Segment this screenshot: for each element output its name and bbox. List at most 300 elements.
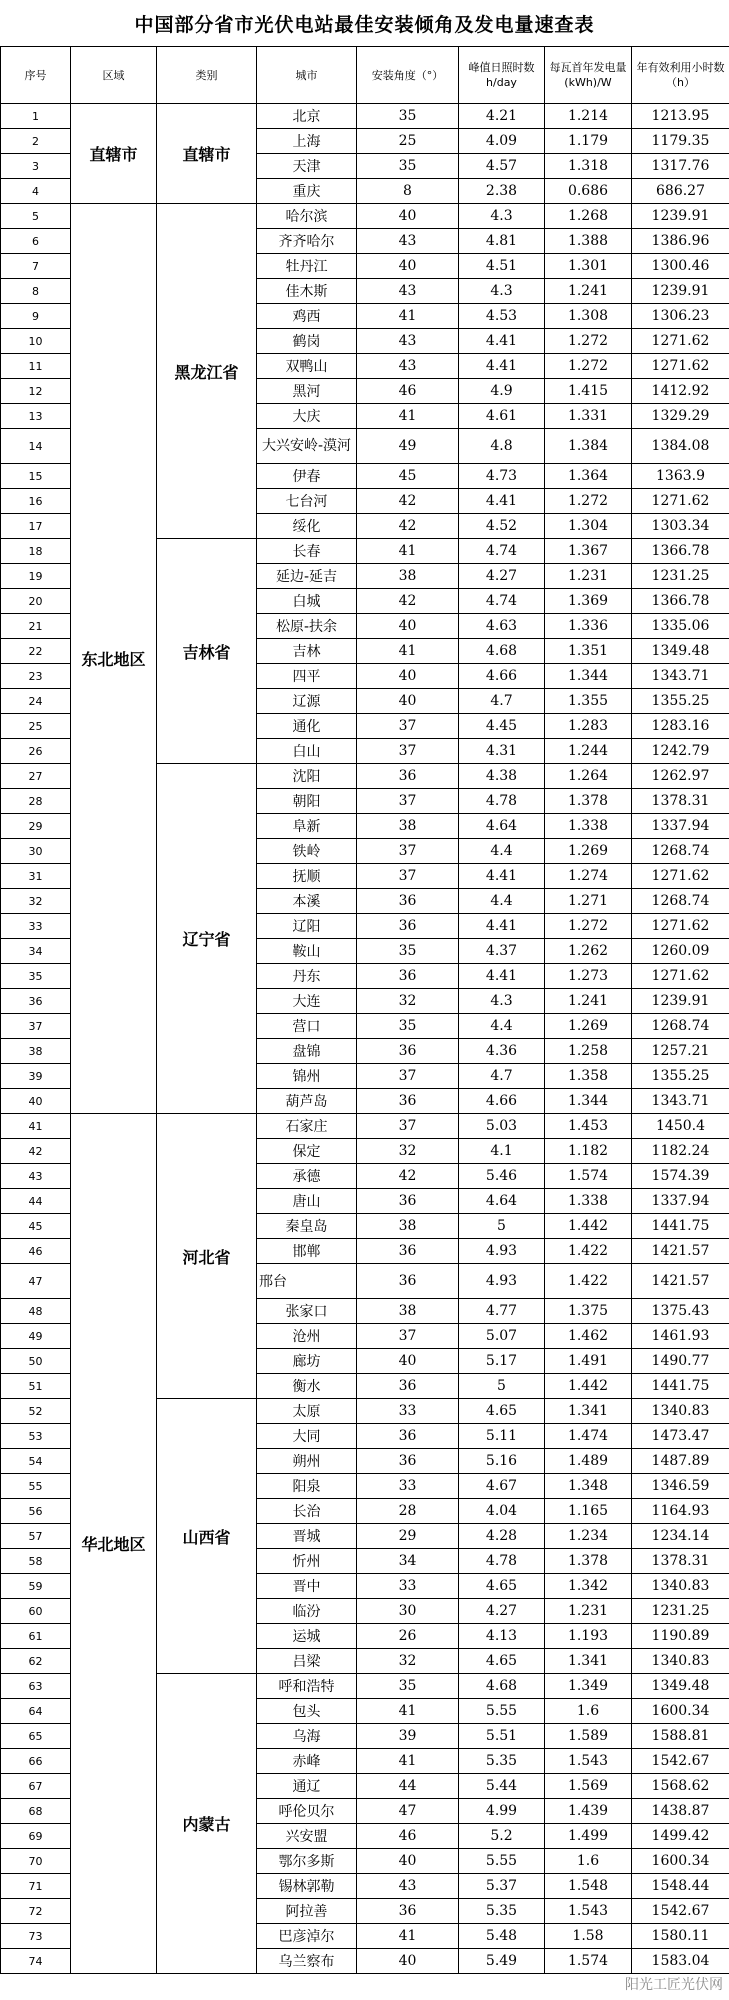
city-cell: 保定: [257, 1139, 357, 1164]
city-cell: 丹东: [257, 964, 357, 989]
city-cell: 抚顺: [257, 864, 357, 889]
kwh-per-watt-cell: 1.262: [545, 939, 632, 964]
kwh-per-watt-cell: 1.364: [545, 464, 632, 489]
table-row: [1, 1114, 729, 1139]
annual-hours-cell: 1262.97: [632, 764, 729, 789]
angle-cell: 40: [357, 689, 459, 714]
angle-cell: 36: [357, 1424, 459, 1449]
city-cell: 阳泉: [257, 1474, 357, 1499]
annual-hours-cell: 1378.31: [632, 789, 729, 814]
header-region: 区域: [71, 47, 157, 104]
kwh-per-watt-cell: 1.301: [545, 254, 632, 279]
angle-cell: 25: [357, 129, 459, 154]
peak-hours-cell: 4.64: [459, 1189, 545, 1214]
row-number: 29: [1, 814, 71, 839]
peak-hours-cell: 4.93: [459, 1264, 545, 1299]
row-number: 60: [1, 1599, 71, 1624]
angle-cell: 41: [357, 1924, 459, 1949]
annual-hours-cell: 1300.46: [632, 254, 729, 279]
kwh-per-watt-cell: 1.268: [545, 204, 632, 229]
angle-cell: 37: [357, 714, 459, 739]
kwh-per-watt-cell: 1.589: [545, 1724, 632, 1749]
annual-hours-cell: 1386.96: [632, 229, 729, 254]
angle-cell: 41: [357, 1749, 459, 1774]
peak-hours-cell: 5.51: [459, 1724, 545, 1749]
annual-hours-cell: 1375.43: [632, 1299, 729, 1324]
city-cell: 大兴安岭-漠河: [257, 429, 357, 464]
row-number: 15: [1, 464, 71, 489]
peak-hours-cell: 2.38: [459, 179, 545, 204]
city-cell: 沈阳: [257, 764, 357, 789]
kwh-per-watt-cell: 1.499: [545, 1824, 632, 1849]
city-cell: 鸡西: [257, 304, 357, 329]
annual-hours-cell: 1234.14: [632, 1524, 729, 1549]
kwh-per-watt-cell: 1.569: [545, 1774, 632, 1799]
row-number: 51: [1, 1374, 71, 1399]
annual-hours-cell: 1164.93: [632, 1499, 729, 1524]
angle-cell: 30: [357, 1599, 459, 1624]
kwh-per-watt-cell: 1.574: [545, 1949, 632, 1974]
annual-hours-cell: 1268.74: [632, 889, 729, 914]
row-number: 2: [1, 129, 71, 154]
annual-hours-cell: 1303.34: [632, 514, 729, 539]
angle-cell: 38: [357, 564, 459, 589]
peak-hours-cell: 4.57: [459, 154, 545, 179]
row-number: 63: [1, 1674, 71, 1699]
angle-cell: 40: [357, 254, 459, 279]
kwh-per-watt-cell: 1.548: [545, 1874, 632, 1899]
city-cell: 营口: [257, 1014, 357, 1039]
angle-cell: 33: [357, 1399, 459, 1424]
peak-hours-cell: 4.1: [459, 1139, 545, 1164]
city-cell: 乌海: [257, 1724, 357, 1749]
city-cell: 运城: [257, 1624, 357, 1649]
kwh-per-watt-cell: 1.491: [545, 1349, 632, 1374]
row-number: 1: [1, 104, 71, 129]
row-number: 58: [1, 1549, 71, 1574]
kwh-per-watt-cell: 1.462: [545, 1324, 632, 1349]
row-number: 12: [1, 379, 71, 404]
row-number: 26: [1, 739, 71, 764]
city-cell: 朝阳: [257, 789, 357, 814]
city-cell: 齐齐哈尔: [257, 229, 357, 254]
annual-hours-cell: 1441.75: [632, 1214, 729, 1239]
row-number: 52: [1, 1399, 71, 1424]
angle-cell: 40: [357, 1949, 459, 1974]
row-number: 68: [1, 1799, 71, 1824]
peak-hours-cell: 4.66: [459, 1089, 545, 1114]
kwh-per-watt-cell: 1.348: [545, 1474, 632, 1499]
annual-hours-cell: 1271.62: [632, 354, 729, 379]
annual-hours-cell: 1548.44: [632, 1874, 729, 1899]
kwh-per-watt-cell: 1.308: [545, 304, 632, 329]
peak-hours-cell: 4.65: [459, 1574, 545, 1599]
annual-hours-cell: 1412.92: [632, 379, 729, 404]
annual-hours-cell: 1271.62: [632, 329, 729, 354]
angle-cell: 33: [357, 1574, 459, 1599]
kwh-per-watt-cell: 1.369: [545, 589, 632, 614]
city-cell: 通辽: [257, 1774, 357, 1799]
annual-hours-cell: 1343.71: [632, 1089, 729, 1114]
angle-cell: 46: [357, 379, 459, 404]
kwh-per-watt-cell: 1.543: [545, 1899, 632, 1924]
annual-hours-cell: 1231.25: [632, 564, 729, 589]
annual-hours-cell: 1487.89: [632, 1449, 729, 1474]
peak-hours-cell: 4.68: [459, 639, 545, 664]
row-number: 73: [1, 1924, 71, 1949]
row-number: 28: [1, 789, 71, 814]
peak-hours-cell: 4.7: [459, 689, 545, 714]
peak-hours-cell: 4.99: [459, 1799, 545, 1824]
kwh-per-watt-cell: 1.543: [545, 1749, 632, 1774]
city-cell: 佳木斯: [257, 279, 357, 304]
peak-hours-cell: 4.7: [459, 1064, 545, 1089]
city-cell: 本溪: [257, 889, 357, 914]
kwh-per-watt-cell: 1.331: [545, 404, 632, 429]
category-cell: 山西省: [157, 1399, 257, 1674]
peak-hours-cell: 4.09: [459, 129, 545, 154]
peak-hours-cell: 4.04: [459, 1499, 545, 1524]
angle-cell: 40: [357, 1349, 459, 1374]
peak-hours-cell: 5.55: [459, 1849, 545, 1874]
kwh-per-watt-cell: 1.341: [545, 1649, 632, 1674]
row-number: 16: [1, 489, 71, 514]
city-cell: 张家口: [257, 1299, 357, 1324]
kwh-per-watt-cell: 1.231: [545, 564, 632, 589]
header-peak-hours: 峰值日照时数h/day: [459, 47, 545, 104]
annual-hours-cell: 1438.87: [632, 1799, 729, 1824]
row-number: 33: [1, 914, 71, 939]
row-number: 31: [1, 864, 71, 889]
header-annual-hours: 年有效利用小时数（h）: [632, 47, 729, 104]
header-city: 城市: [257, 47, 357, 104]
row-number: 54: [1, 1449, 71, 1474]
city-cell: 黑河: [257, 379, 357, 404]
peak-hours-cell: 5.35: [459, 1749, 545, 1774]
kwh-per-watt-cell: 1.272: [545, 354, 632, 379]
city-cell: 绥化: [257, 514, 357, 539]
row-number: 47: [1, 1264, 71, 1299]
angle-cell: 41: [357, 304, 459, 329]
kwh-per-watt-cell: 1.338: [545, 814, 632, 839]
peak-hours-cell: 4.4: [459, 839, 545, 864]
city-cell: 朔州: [257, 1449, 357, 1474]
kwh-per-watt-cell: 1.6: [545, 1699, 632, 1724]
city-cell: 锦州: [257, 1064, 357, 1089]
annual-hours-cell: 1343.71: [632, 664, 729, 689]
kwh-per-watt-cell: 1.244: [545, 739, 632, 764]
region-cell: 华北地区: [71, 1114, 157, 1974]
kwh-per-watt-cell: 1.351: [545, 639, 632, 664]
row-number: 13: [1, 404, 71, 429]
city-cell: 伊春: [257, 464, 357, 489]
city-cell: 大同: [257, 1424, 357, 1449]
peak-hours-cell: 4.41: [459, 489, 545, 514]
angle-cell: 36: [357, 964, 459, 989]
row-number: 50: [1, 1349, 71, 1374]
angle-cell: 40: [357, 204, 459, 229]
angle-cell: 42: [357, 1164, 459, 1189]
annual-hours-cell: 1337.94: [632, 1189, 729, 1214]
peak-hours-cell: 5.17: [459, 1349, 545, 1374]
city-cell: 鄂尔多斯: [257, 1849, 357, 1874]
row-number: 48: [1, 1299, 71, 1324]
row-number: 45: [1, 1214, 71, 1239]
row-number: 22: [1, 639, 71, 664]
city-cell: 忻州: [257, 1549, 357, 1574]
city-cell: 七台河: [257, 489, 357, 514]
city-cell: 乌兰察布: [257, 1949, 357, 1974]
annual-hours-cell: 1260.09: [632, 939, 729, 964]
peak-hours-cell: 4.9: [459, 379, 545, 404]
kwh-per-watt-cell: 1.375: [545, 1299, 632, 1324]
kwh-per-watt-cell: 1.338: [545, 1189, 632, 1214]
kwh-per-watt-cell: 1.574: [545, 1164, 632, 1189]
angle-cell: 36: [357, 1899, 459, 1924]
row-number: 40: [1, 1089, 71, 1114]
region-cell: 直辖市: [71, 104, 157, 204]
annual-hours-cell: 1461.93: [632, 1324, 729, 1349]
peak-hours-cell: 4.38: [459, 764, 545, 789]
row-number: 24: [1, 689, 71, 714]
kwh-per-watt-cell: 1.304: [545, 514, 632, 539]
row-number: 53: [1, 1424, 71, 1449]
peak-hours-cell: 4.65: [459, 1649, 545, 1674]
peak-hours-cell: 5.46: [459, 1164, 545, 1189]
city-cell: 包头: [257, 1699, 357, 1724]
city-cell: 阜新: [257, 814, 357, 839]
peak-hours-cell: 4.27: [459, 564, 545, 589]
annual-hours-cell: 1588.81: [632, 1724, 729, 1749]
peak-hours-cell: 4.3: [459, 279, 545, 304]
city-cell: 白城: [257, 589, 357, 614]
peak-hours-cell: 4.3: [459, 989, 545, 1014]
annual-hours-cell: 1268.74: [632, 1014, 729, 1039]
kwh-per-watt-cell: 1.193: [545, 1624, 632, 1649]
angle-cell: 37: [357, 1064, 459, 1089]
angle-cell: 41: [357, 539, 459, 564]
row-number: 55: [1, 1474, 71, 1499]
kwh-per-watt-cell: 1.231: [545, 1599, 632, 1624]
city-cell: 吉林: [257, 639, 357, 664]
angle-cell: 40: [357, 614, 459, 639]
row-number: 41: [1, 1114, 71, 1139]
annual-hours-cell: 1271.62: [632, 914, 729, 939]
annual-hours-cell: 1600.34: [632, 1849, 729, 1874]
row-number: 70: [1, 1849, 71, 1874]
city-cell: 铁岭: [257, 839, 357, 864]
city-cell: 邢台: [257, 1264, 357, 1299]
row-number: 36: [1, 989, 71, 1014]
annual-hours-cell: 1329.29: [632, 404, 729, 429]
annual-hours-cell: 1363.9: [632, 464, 729, 489]
angle-cell: 41: [357, 1699, 459, 1724]
row-number: 57: [1, 1524, 71, 1549]
angle-cell: 35: [357, 939, 459, 964]
annual-hours-cell: 1490.77: [632, 1349, 729, 1374]
angle-cell: 43: [357, 279, 459, 304]
kwh-per-watt-cell: 1.453: [545, 1114, 632, 1139]
angle-cell: 42: [357, 589, 459, 614]
peak-hours-cell: 4.64: [459, 814, 545, 839]
peak-hours-cell: 4.41: [459, 914, 545, 939]
angle-cell: 38: [357, 1299, 459, 1324]
annual-hours-cell: 1421.57: [632, 1239, 729, 1264]
angle-cell: 41: [357, 639, 459, 664]
row-number: 46: [1, 1239, 71, 1264]
angle-cell: 36: [357, 1039, 459, 1064]
annual-hours-cell: 686.27: [632, 179, 729, 204]
kwh-per-watt-cell: 1.269: [545, 1014, 632, 1039]
annual-hours-cell: 1499.42: [632, 1824, 729, 1849]
city-cell: 哈尔滨: [257, 204, 357, 229]
kwh-per-watt-cell: 1.179: [545, 129, 632, 154]
city-cell: 辽阳: [257, 914, 357, 939]
city-cell: 大庆: [257, 404, 357, 429]
kwh-per-watt-cell: 1.474: [545, 1424, 632, 1449]
header-row: [1, 47, 729, 104]
category-cell: 黑龙江省: [157, 204, 257, 539]
kwh-per-watt-cell: 0.686: [545, 179, 632, 204]
peak-hours-cell: 4.41: [459, 329, 545, 354]
peak-hours-cell: 4.65: [459, 1399, 545, 1424]
city-cell: 松原-扶余: [257, 614, 357, 639]
angle-cell: 36: [357, 889, 459, 914]
angle-cell: 37: [357, 1324, 459, 1349]
row-number: 25: [1, 714, 71, 739]
annual-hours-cell: 1384.08: [632, 429, 729, 464]
annual-hours-cell: 1340.83: [632, 1574, 729, 1599]
city-cell: 临汾: [257, 1599, 357, 1624]
row-number: 5: [1, 204, 71, 229]
row-number: 59: [1, 1574, 71, 1599]
city-cell: 上海: [257, 129, 357, 154]
annual-hours-cell: 1473.47: [632, 1424, 729, 1449]
peak-hours-cell: 4.93: [459, 1239, 545, 1264]
annual-hours-cell: 1580.11: [632, 1924, 729, 1949]
data-table: [0, 46, 729, 1974]
angle-cell: 38: [357, 1214, 459, 1239]
annual-hours-cell: 1213.95: [632, 104, 729, 129]
angle-cell: 35: [357, 1674, 459, 1699]
row-number: 27: [1, 764, 71, 789]
peak-hours-cell: 4.31: [459, 739, 545, 764]
annual-hours-cell: 1378.31: [632, 1549, 729, 1574]
angle-cell: 43: [357, 354, 459, 379]
annual-hours-cell: 1190.89: [632, 1624, 729, 1649]
annual-hours-cell: 1542.67: [632, 1899, 729, 1924]
row-number: 17: [1, 514, 71, 539]
peak-hours-cell: 4.41: [459, 354, 545, 379]
peak-hours-cell: 4.51: [459, 254, 545, 279]
kwh-per-watt-cell: 1.378: [545, 789, 632, 814]
peak-hours-cell: 4.28: [459, 1524, 545, 1549]
annual-hours-cell: 1337.94: [632, 814, 729, 839]
kwh-per-watt-cell: 1.234: [545, 1524, 632, 1549]
kwh-per-watt-cell: 1.271: [545, 889, 632, 914]
annual-hours-cell: 1271.62: [632, 864, 729, 889]
peak-hours-cell: 4.81: [459, 229, 545, 254]
annual-hours-cell: 1583.04: [632, 1949, 729, 1974]
peak-hours-cell: 4.53: [459, 304, 545, 329]
city-cell: 天津: [257, 154, 357, 179]
category-cell: 辽宁省: [157, 764, 257, 1114]
angle-cell: 36: [357, 1374, 459, 1399]
peak-hours-cell: 4.36: [459, 1039, 545, 1064]
city-cell: 呼伦贝尔: [257, 1799, 357, 1824]
annual-hours-cell: 1349.48: [632, 1674, 729, 1699]
kwh-per-watt-cell: 1.318: [545, 154, 632, 179]
category-cell: 内蒙古: [157, 1674, 257, 1974]
annual-hours-cell: 1340.83: [632, 1399, 729, 1424]
angle-cell: 35: [357, 1014, 459, 1039]
annual-hours-cell: 1441.75: [632, 1374, 729, 1399]
annual-hours-cell: 1239.91: [632, 279, 729, 304]
city-cell: 阿拉善: [257, 1899, 357, 1924]
kwh-per-watt-cell: 1.442: [545, 1374, 632, 1399]
city-cell: 廊坊: [257, 1349, 357, 1374]
city-cell: 长春: [257, 539, 357, 564]
kwh-per-watt-cell: 1.367: [545, 539, 632, 564]
city-cell: 四平: [257, 664, 357, 689]
city-cell: 双鸭山: [257, 354, 357, 379]
kwh-per-watt-cell: 1.341: [545, 1399, 632, 1424]
angle-cell: 45: [357, 464, 459, 489]
angle-cell: 35: [357, 154, 459, 179]
kwh-per-watt-cell: 1.344: [545, 1089, 632, 1114]
angle-cell: 42: [357, 514, 459, 539]
annual-hours-cell: 1600.34: [632, 1699, 729, 1724]
row-number: 67: [1, 1774, 71, 1799]
kwh-per-watt-cell: 1.336: [545, 614, 632, 639]
peak-hours-cell: 4.73: [459, 464, 545, 489]
annual-hours-cell: 1268.74: [632, 839, 729, 864]
kwh-per-watt-cell: 1.58: [545, 1924, 632, 1949]
row-number: 38: [1, 1039, 71, 1064]
kwh-per-watt-cell: 1.415: [545, 379, 632, 404]
annual-hours-cell: 1257.21: [632, 1039, 729, 1064]
angle-cell: 36: [357, 1449, 459, 1474]
row-number: 18: [1, 539, 71, 564]
annual-hours-cell: 1231.25: [632, 1599, 729, 1624]
annual-hours-cell: 1317.76: [632, 154, 729, 179]
kwh-per-watt-cell: 1.241: [545, 989, 632, 1014]
angle-cell: 49: [357, 429, 459, 464]
angle-cell: 29: [357, 1524, 459, 1549]
peak-hours-cell: 4.78: [459, 789, 545, 814]
city-cell: 长治: [257, 1499, 357, 1524]
peak-hours-cell: 4.78: [459, 1549, 545, 1574]
peak-hours-cell: 5.48: [459, 1924, 545, 1949]
header-no: 序号: [1, 47, 71, 104]
city-cell: 呼和浩特: [257, 1674, 357, 1699]
kwh-per-watt-cell: 1.384: [545, 429, 632, 464]
peak-hours-cell: 4.37: [459, 939, 545, 964]
row-number: 62: [1, 1649, 71, 1674]
annual-hours-cell: 1306.23: [632, 304, 729, 329]
annual-hours-cell: 1366.78: [632, 589, 729, 614]
peak-hours-cell: 4.4: [459, 889, 545, 914]
kwh-per-watt-cell: 1.442: [545, 1214, 632, 1239]
city-cell: 石家庄: [257, 1114, 357, 1139]
row-number: 23: [1, 664, 71, 689]
peak-hours-cell: 4.4: [459, 1014, 545, 1039]
annual-hours-cell: 1283.16: [632, 714, 729, 739]
angle-cell: 39: [357, 1724, 459, 1749]
kwh-per-watt-cell: 1.489: [545, 1449, 632, 1474]
angle-cell: 28: [357, 1499, 459, 1524]
annual-hours-cell: 1574.39: [632, 1164, 729, 1189]
